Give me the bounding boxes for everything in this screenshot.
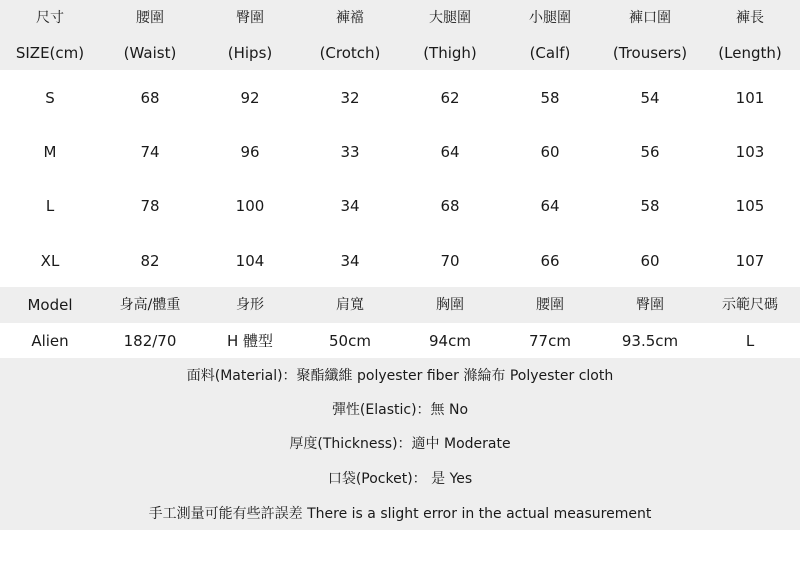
header-cn-thigh: 大腿圍 xyxy=(429,10,471,26)
model-waist: 77cm xyxy=(529,332,571,350)
hips-value: 92 xyxy=(240,89,260,107)
model-height-weight: 182/70 xyxy=(123,332,177,350)
calf-value: 60 xyxy=(540,143,560,161)
header-en-thigh: (Thigh) xyxy=(423,44,477,62)
trousers-value: 58 xyxy=(640,197,660,215)
size-label: L xyxy=(45,197,55,215)
thigh-value: 70 xyxy=(440,252,460,270)
header-cn-size: 尺寸 xyxy=(36,10,64,26)
header-cn-trousers: 褲口圍 xyxy=(629,10,671,26)
header-cn-calf: 小腿圍 xyxy=(529,10,571,26)
material-note: 面料(Material)：聚酯纖維 polyester fiber 滌綸布 Polyester cloth xyxy=(186,368,614,384)
trousers-value: 60 xyxy=(640,252,660,270)
crotch-value: 34 xyxy=(340,252,360,270)
model-body-shape: H 體型 xyxy=(226,332,274,350)
thigh-value: 62 xyxy=(440,89,460,107)
header-cn-waist: 腰圍 xyxy=(136,10,164,26)
header-cn-length: 褲長 xyxy=(736,10,764,26)
thigh-value: 68 xyxy=(440,197,460,215)
header-en-waist: (Waist) xyxy=(123,44,177,62)
crotch-value: 33 xyxy=(340,143,360,161)
crotch-value: 32 xyxy=(340,89,360,107)
model-name: Alien xyxy=(31,332,69,350)
model-chest: 94cm xyxy=(429,332,471,350)
waist-value: 68 xyxy=(140,89,160,107)
header-en-trousers: (Trousers) xyxy=(612,44,688,62)
header-cn-crotch: 褲襠 xyxy=(336,10,364,26)
model-header-height-weight: 身高/體重 xyxy=(119,297,181,313)
model-header-chest: 胸圍 xyxy=(436,297,464,313)
model-sample-size: L xyxy=(745,332,755,350)
calf-value: 58 xyxy=(540,89,560,107)
pocket-note: 口袋(Pocket)： 是 Yes xyxy=(327,471,473,487)
model-header-sample-size: 示範尺碼 xyxy=(722,297,778,313)
elastic-note: 彈性(Elastic)：無 No xyxy=(331,402,469,418)
model-header-waist: 腰圍 xyxy=(536,297,564,313)
length-value: 107 xyxy=(735,252,765,270)
header-en-length: (Length) xyxy=(718,44,782,62)
trousers-value: 54 xyxy=(640,89,660,107)
header-en-calf: (Calf) xyxy=(529,44,571,62)
thigh-value: 64 xyxy=(440,143,460,161)
waist-value: 82 xyxy=(140,252,160,270)
crotch-value: 34 xyxy=(340,197,360,215)
model-header-model: Model xyxy=(27,296,73,314)
size-label: M xyxy=(43,143,57,161)
size-label: S xyxy=(45,89,55,107)
length-value: 105 xyxy=(735,197,765,215)
length-value: 101 xyxy=(735,89,765,107)
measurement-error-note: 手工測量可能有些許誤差 There is a slight error in the actual measurement xyxy=(148,506,652,522)
size-label: XL xyxy=(40,252,60,270)
header-cn-hips: 臀圍 xyxy=(236,10,264,26)
model-header-body-shape: 身形 xyxy=(236,297,264,313)
header-en-crotch: (Crotch) xyxy=(319,44,381,62)
length-value: 103 xyxy=(735,143,765,161)
waist-value: 74 xyxy=(140,143,160,161)
model-header-hips: 臀圍 xyxy=(636,297,664,313)
hips-value: 100 xyxy=(235,197,265,215)
header-en-hips: (Hips) xyxy=(227,44,273,62)
calf-value: 66 xyxy=(540,252,560,270)
model-shoulder: 50cm xyxy=(329,332,371,350)
thickness-note: 厚度(Thickness)：適中 Moderate xyxy=(289,436,511,452)
header-en-size: SIZE(cm) xyxy=(15,44,85,62)
model-hips: 93.5cm xyxy=(621,332,679,350)
trousers-value: 56 xyxy=(640,143,660,161)
hips-value: 96 xyxy=(240,143,260,161)
calf-value: 64 xyxy=(540,197,560,215)
hips-value: 104 xyxy=(235,252,265,270)
model-header-shoulder: 肩寬 xyxy=(336,297,364,313)
waist-value: 78 xyxy=(140,197,160,215)
